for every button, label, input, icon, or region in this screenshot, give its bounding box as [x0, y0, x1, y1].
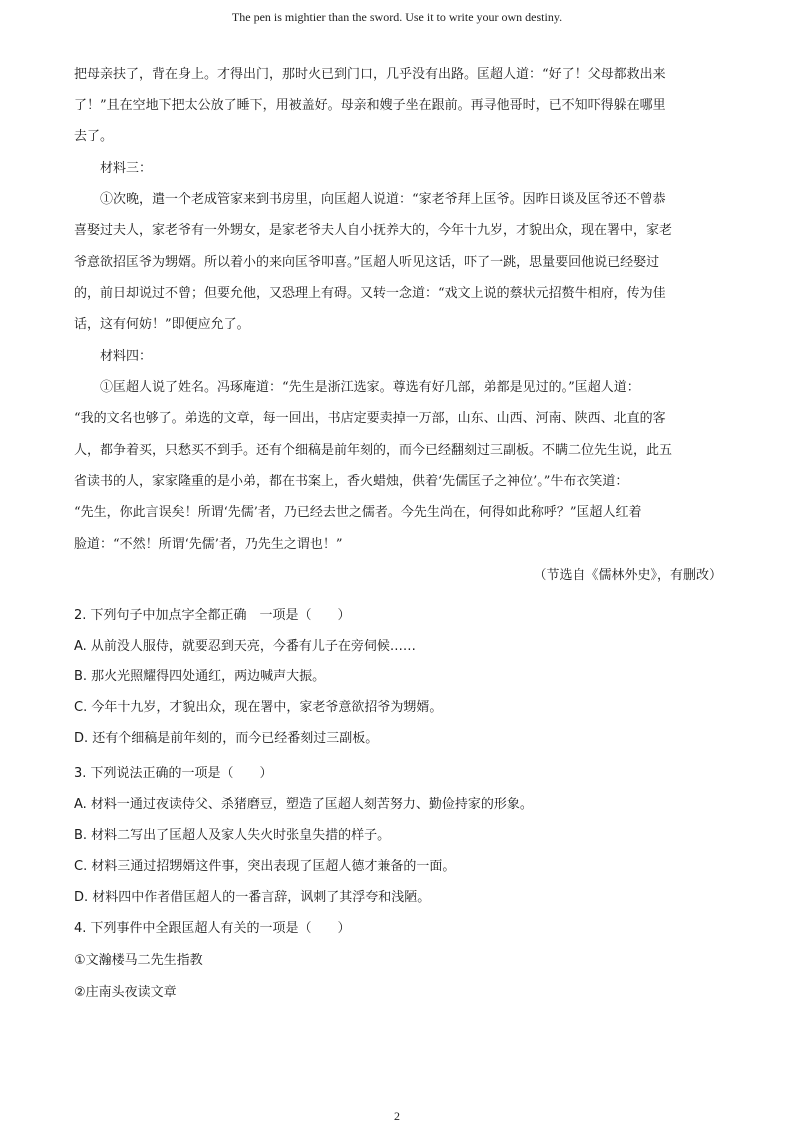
question-stem: 2. 下列句子中加点字全都正确 一项是（ ） — [74, 608, 351, 623]
source-citation: （节选自《儒林外史》，有删改） — [533, 568, 722, 583]
passage-line: 的，前日却说过不曾；但要允他，又恐理上有碍。又转一念道：“戏文上说的蔡状元招赘牛相府，传为佳 — [74, 286, 666, 301]
passage-line: 喜娶过夫人，家老爷有一外甥女，是家老爷夫人自小抚养大的，今年十九岁，才貌出众，现在署中，家老 — [74, 223, 673, 238]
option-d: D. 还有个细稿是前年刻的，而今已经番刻过三副板。 — [74, 731, 379, 746]
option-a: A. 从前没人服侍，就要忍到天亮，今番有儿子在旁伺候…… — [74, 639, 416, 654]
option-b: B. 材料二写出了匡超人及家人失火时张皇失措的样子。 — [74, 828, 391, 843]
passage-line: 把母亲扶了，背在身上。才得出门，那时火已到门口，几乎没有出路。匡超人道：“好了！父母都救出来 — [74, 67, 666, 82]
material-3-title: 材料三： — [100, 161, 153, 176]
passage-line: 去了。 — [74, 129, 114, 144]
option-a: A. 材料一通过夜读侍父、杀猪磨豆，塑造了匡超人刻苦努力、勤俭持家的形象。 — [74, 797, 533, 812]
event-item: ①文瀚楼马二先生指教 — [74, 953, 203, 968]
option-d: D. 材料四中作者借匡超人的一番言辞，讽刺了其浮夸和浅陋。 — [74, 890, 431, 905]
passage-line: 了！”且在空地下把太公放了睡下，用被盖好。母亲和嫂子坐在跟前。再寻他哥时，已不知吓得躲在哪里 — [74, 98, 666, 113]
passage-line: ①次晚，遣一个老成管家来到书房里，向匡超人说道：“家老爷拜上匡爷。因昨日谈及匡爷还不曾恭 — [100, 192, 666, 207]
passage-line: ①匡超人说了姓名。冯琢庵道：“先生是浙江选家。尊选有好几部，弟都是见过的。”匡超人道： — [100, 380, 640, 395]
passage-line: 省读书的人，家家隆重的是小弟，都在书案上，香火蜡烛，供着‘先儒匡子之神位’。”牛布衣笑道： — [74, 474, 629, 489]
passage-line: 爷意欲招匡爷为甥婿。所以着小的来向匡爷叩喜。”匡超人听见这话，吓了一跳，思量要回他说已经娶过 — [74, 255, 660, 270]
material-4-title: 材料四： — [100, 349, 153, 364]
option-b: B. 那火光照耀得四处通红，两边喊声大振。 — [74, 669, 326, 684]
page-number: 2 — [394, 1109, 400, 1123]
question-stem: 3. 下列说法正确的一项是（ ） — [74, 766, 273, 781]
event-item: ②庄南头夜读文章 — [74, 985, 177, 1000]
page-header-motto: The pen is mightier than the sword. Use it to write your own destiny. — [231, 10, 563, 24]
option-c: C. 材料三通过招甥婿这件事，突出表现了匡超人德才兼备的一面。 — [74, 859, 456, 874]
passage-line: 话，这有何妨！”即便应允了。 — [74, 317, 250, 332]
option-c: C. 今年十九岁，才貌出众，现在署中，家老爷意欲招爷为甥婿。 — [74, 700, 443, 715]
passage-line: “先生，你此言误矣！所谓‘先儒’者，乃已经去世之儒者。今先生尚在，何得如此称呼？”匡超人红着 — [74, 505, 642, 520]
question-stem: 4. 下列事件中全跟匡超人有关的一项是（ ） — [74, 921, 351, 936]
passage-line: 人，都争着买，只愁买不到手。还有个细稿是前年刻的，而今已经翻刻过三副板。不瞒二位先生说，此五 — [74, 443, 673, 458]
passage-line: 脸道：“不然！所谓‘先儒’者，乃先生之谓也！” — [74, 537, 343, 552]
passage-line: “我的文名也够了。弟选的文章，每一回出，书店定要卖掉一万部，山东、山西、河南、陕西、北直的客 — [74, 411, 666, 426]
